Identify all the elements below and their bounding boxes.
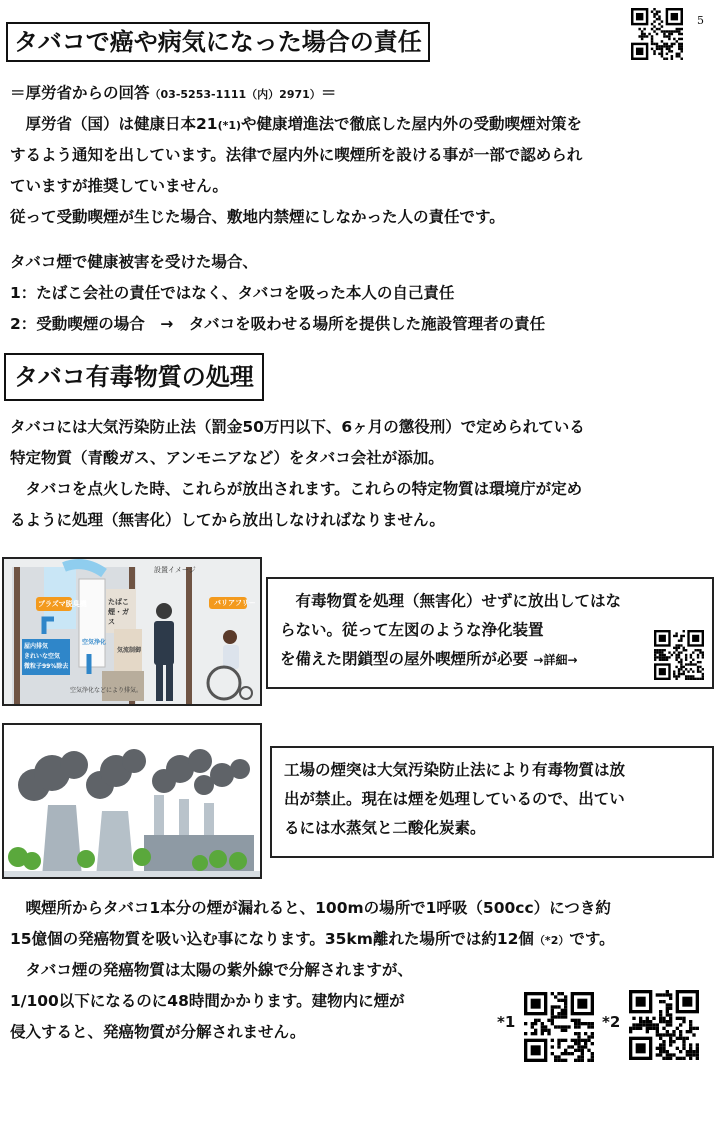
answer-line <box>10 83 336 105</box>
page-number: 5 <box>697 14 704 27</box>
paragraph-line: タバコには大気汚染防止法（罰金50万円以下、6ヶ月の懲役刑）で定められている <box>10 418 585 436</box>
section-heading-toxic-processing: タバコ有毒物質の処理 <box>4 353 264 401</box>
paragraph-line: 侵入すると、発癌物質が分解されません。 <box>10 1023 306 1041</box>
qr-code-icon <box>524 992 594 1062</box>
booth-label-barrier: バリアフリー <box>214 599 256 607</box>
list-item: 1：たばこ会社の責任ではなく、タバコを吸った本人の自己責任 <box>10 284 455 302</box>
paragraph-line: タバコ煙の発癌物質は太陽の紫外線で分解されますが、 <box>10 961 413 979</box>
note-line: 出が禁止。現在は煙を処理しているので、出てい <box>284 790 625 808</box>
footnote1-qr-code-icon[interactable] <box>524 992 594 1062</box>
footnote-label-2: *2 <box>602 1013 621 1031</box>
qr-code-icon <box>654 630 704 680</box>
booth-label-caption: 空気浄化などにより排気。 <box>70 687 143 694</box>
top-qr-code-icon[interactable] <box>631 8 683 60</box>
paragraph-line: するよう通知を出しています。法律で屋内外に喫煙所を設ける事が一部で認められ <box>10 146 583 164</box>
factory-chimney-illustration <box>2 723 262 879</box>
booth-label-removal: 微粒子99%除去 <box>24 663 69 670</box>
detail-link[interactable]: →詳細→ <box>533 653 578 667</box>
paragraph-line: 特定物質（青酸ガス、アンモニアなど）をタバコ会社が添加。 <box>10 449 444 467</box>
note-line: 工場の煙突は大気汚染防止法により有毒物質は放 <box>284 761 626 779</box>
qr-code-icon <box>631 8 683 60</box>
list-item: 2：受動喫煙の場合 → タバコを吸わせる場所を提供した施設管理者の責任 <box>10 315 546 333</box>
text-span: や健康増進法で徹底した屋内外の受動喫煙対策を <box>241 115 583 133</box>
text-span: 15億個の発癌物質を吸い込む事になります。35km離れた場所では約12個 <box>10 930 534 948</box>
detail-qr-code-icon[interactable] <box>654 630 704 680</box>
booth-label-flow: 気流制御 <box>117 647 142 654</box>
text-span: 厚労省（国）は健康日本21 <box>10 115 218 133</box>
answer-suffix: ＝ <box>320 84 337 102</box>
paragraph-line: るように処理（無害化）してから放出しなければなりません。 <box>10 511 445 529</box>
booth-label-air: 空気浄化 <box>82 639 107 646</box>
booth-drawing <box>4 559 260 704</box>
paragraph-line: 従って受動喫煙が生じた場合、敷地内禁煙にしなかった人の責任です。 <box>10 208 505 226</box>
booth-label-title: 設置イメージ <box>154 566 196 574</box>
factory-drawing <box>4 725 260 877</box>
answer-phone: （03-5253-1111（内）2971） <box>149 88 321 101</box>
footnote2-qr-code-icon[interactable] <box>629 990 699 1060</box>
qr-code-icon <box>629 990 699 1060</box>
booth-label-clean: きれいな空気 <box>24 653 61 660</box>
smoking-booth-illustration <box>2 557 262 706</box>
note-text: を備えた閉鎖型の屋外喫煙所が必要 <box>280 650 529 668</box>
note-line: らない。従って左図のような浄化装置 <box>280 621 544 639</box>
footnote-marker: （*2） <box>533 934 570 947</box>
paragraph-line <box>10 929 615 951</box>
text-span: です。 <box>569 930 615 948</box>
answer-prefix: ＝厚労省からの回答 <box>10 84 150 102</box>
paragraph-line: 1/100以下になるのに48時間かかります。建物内に煙が <box>10 992 405 1010</box>
factory-note-box <box>270 746 714 858</box>
note-line: るには水蒸気と二酸化炭素。 <box>284 819 486 837</box>
footnote-label-1: *1 <box>497 1013 516 1031</box>
booth-label-plasma: プラズマ脱臭機 <box>38 600 87 608</box>
note-line: 有毒物質を処理（無害化）せずに放出してはな <box>280 592 622 610</box>
booth-label-exhaust: 屋内排気 <box>24 643 49 650</box>
paragraph-line: タバコ煙で健康被害を受けた場合、 <box>10 253 258 271</box>
paragraph-line <box>10 114 582 136</box>
paragraph-line: ていますが推奨していません。 <box>10 177 228 195</box>
paragraph-line: 喫煙所からタバコ1本分の煙が漏れると、100mの場所で1呼吸（500cc）につき約 <box>10 899 611 917</box>
note-line <box>280 645 700 675</box>
paragraph-line: タバコを点火した時、これらが放出されます。これらの特定物質は環境庁が定め <box>10 480 583 498</box>
purification-note-box <box>266 577 714 689</box>
footnote-marker: (*1) <box>217 119 242 132</box>
booth-label-gas: たばこ煙・ガス <box>108 598 129 626</box>
section-heading-responsibility: タバコで癌や病気になった場合の責任 <box>6 22 430 62</box>
